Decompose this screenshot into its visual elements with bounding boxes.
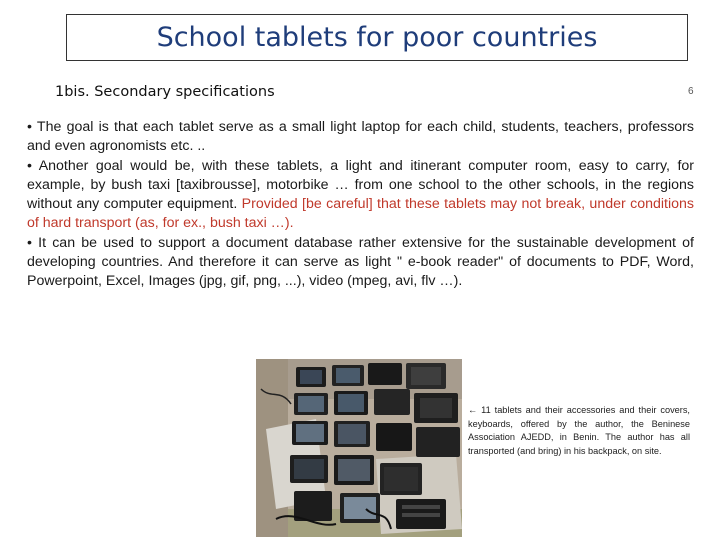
body-text	[27, 118, 694, 292]
transport-warning: Provided [be careful] that these tablets may not break, under conditions of hard transport (as, for ex., bush taxi …).	[27, 196, 694, 232]
tablets-photo	[256, 359, 462, 537]
page-number: 6	[688, 86, 694, 97]
bullet-document-database: • It can be used to support a document database rather extensive for the sustainable development of developing countries. And therefore it can serve as light " e-book reader" of documents to PDF, Word, Powerpoint, Excel, Images (jpg, gif, png, ...), video (mpeg, avi, flv …).	[27, 234, 694, 290]
bullet-laptop-goal: • The goal is that each tablet serve as a small light laptop for each child, students, teachers, professors and even agronomists etc. ..	[27, 119, 694, 155]
tablets-photo-illustration	[256, 359, 462, 537]
photo-caption: ← 11 tablets and their accessories and their covers, keyboards, offered by the author, the Beninese Association AJEDD, in Benin. The author has all transported (and bring) in his backpack, on site.	[468, 405, 690, 457]
bullet-itinerant-room-text: • Another goal would be, with these tablets, a light and itinerant computer room, easy to carry, for example, by bush taxi [taxibrousse], motorbike … from one school to the other schools, in the regions without any computer equipment.	[27, 157, 694, 213]
slide-title: School tablets for poor countries	[156, 22, 598, 53]
section-subtitle: 1bis. Secondary specifications	[55, 84, 275, 100]
slide-title-box	[66, 14, 688, 61]
bullet-itinerant-room	[27, 157, 694, 234]
